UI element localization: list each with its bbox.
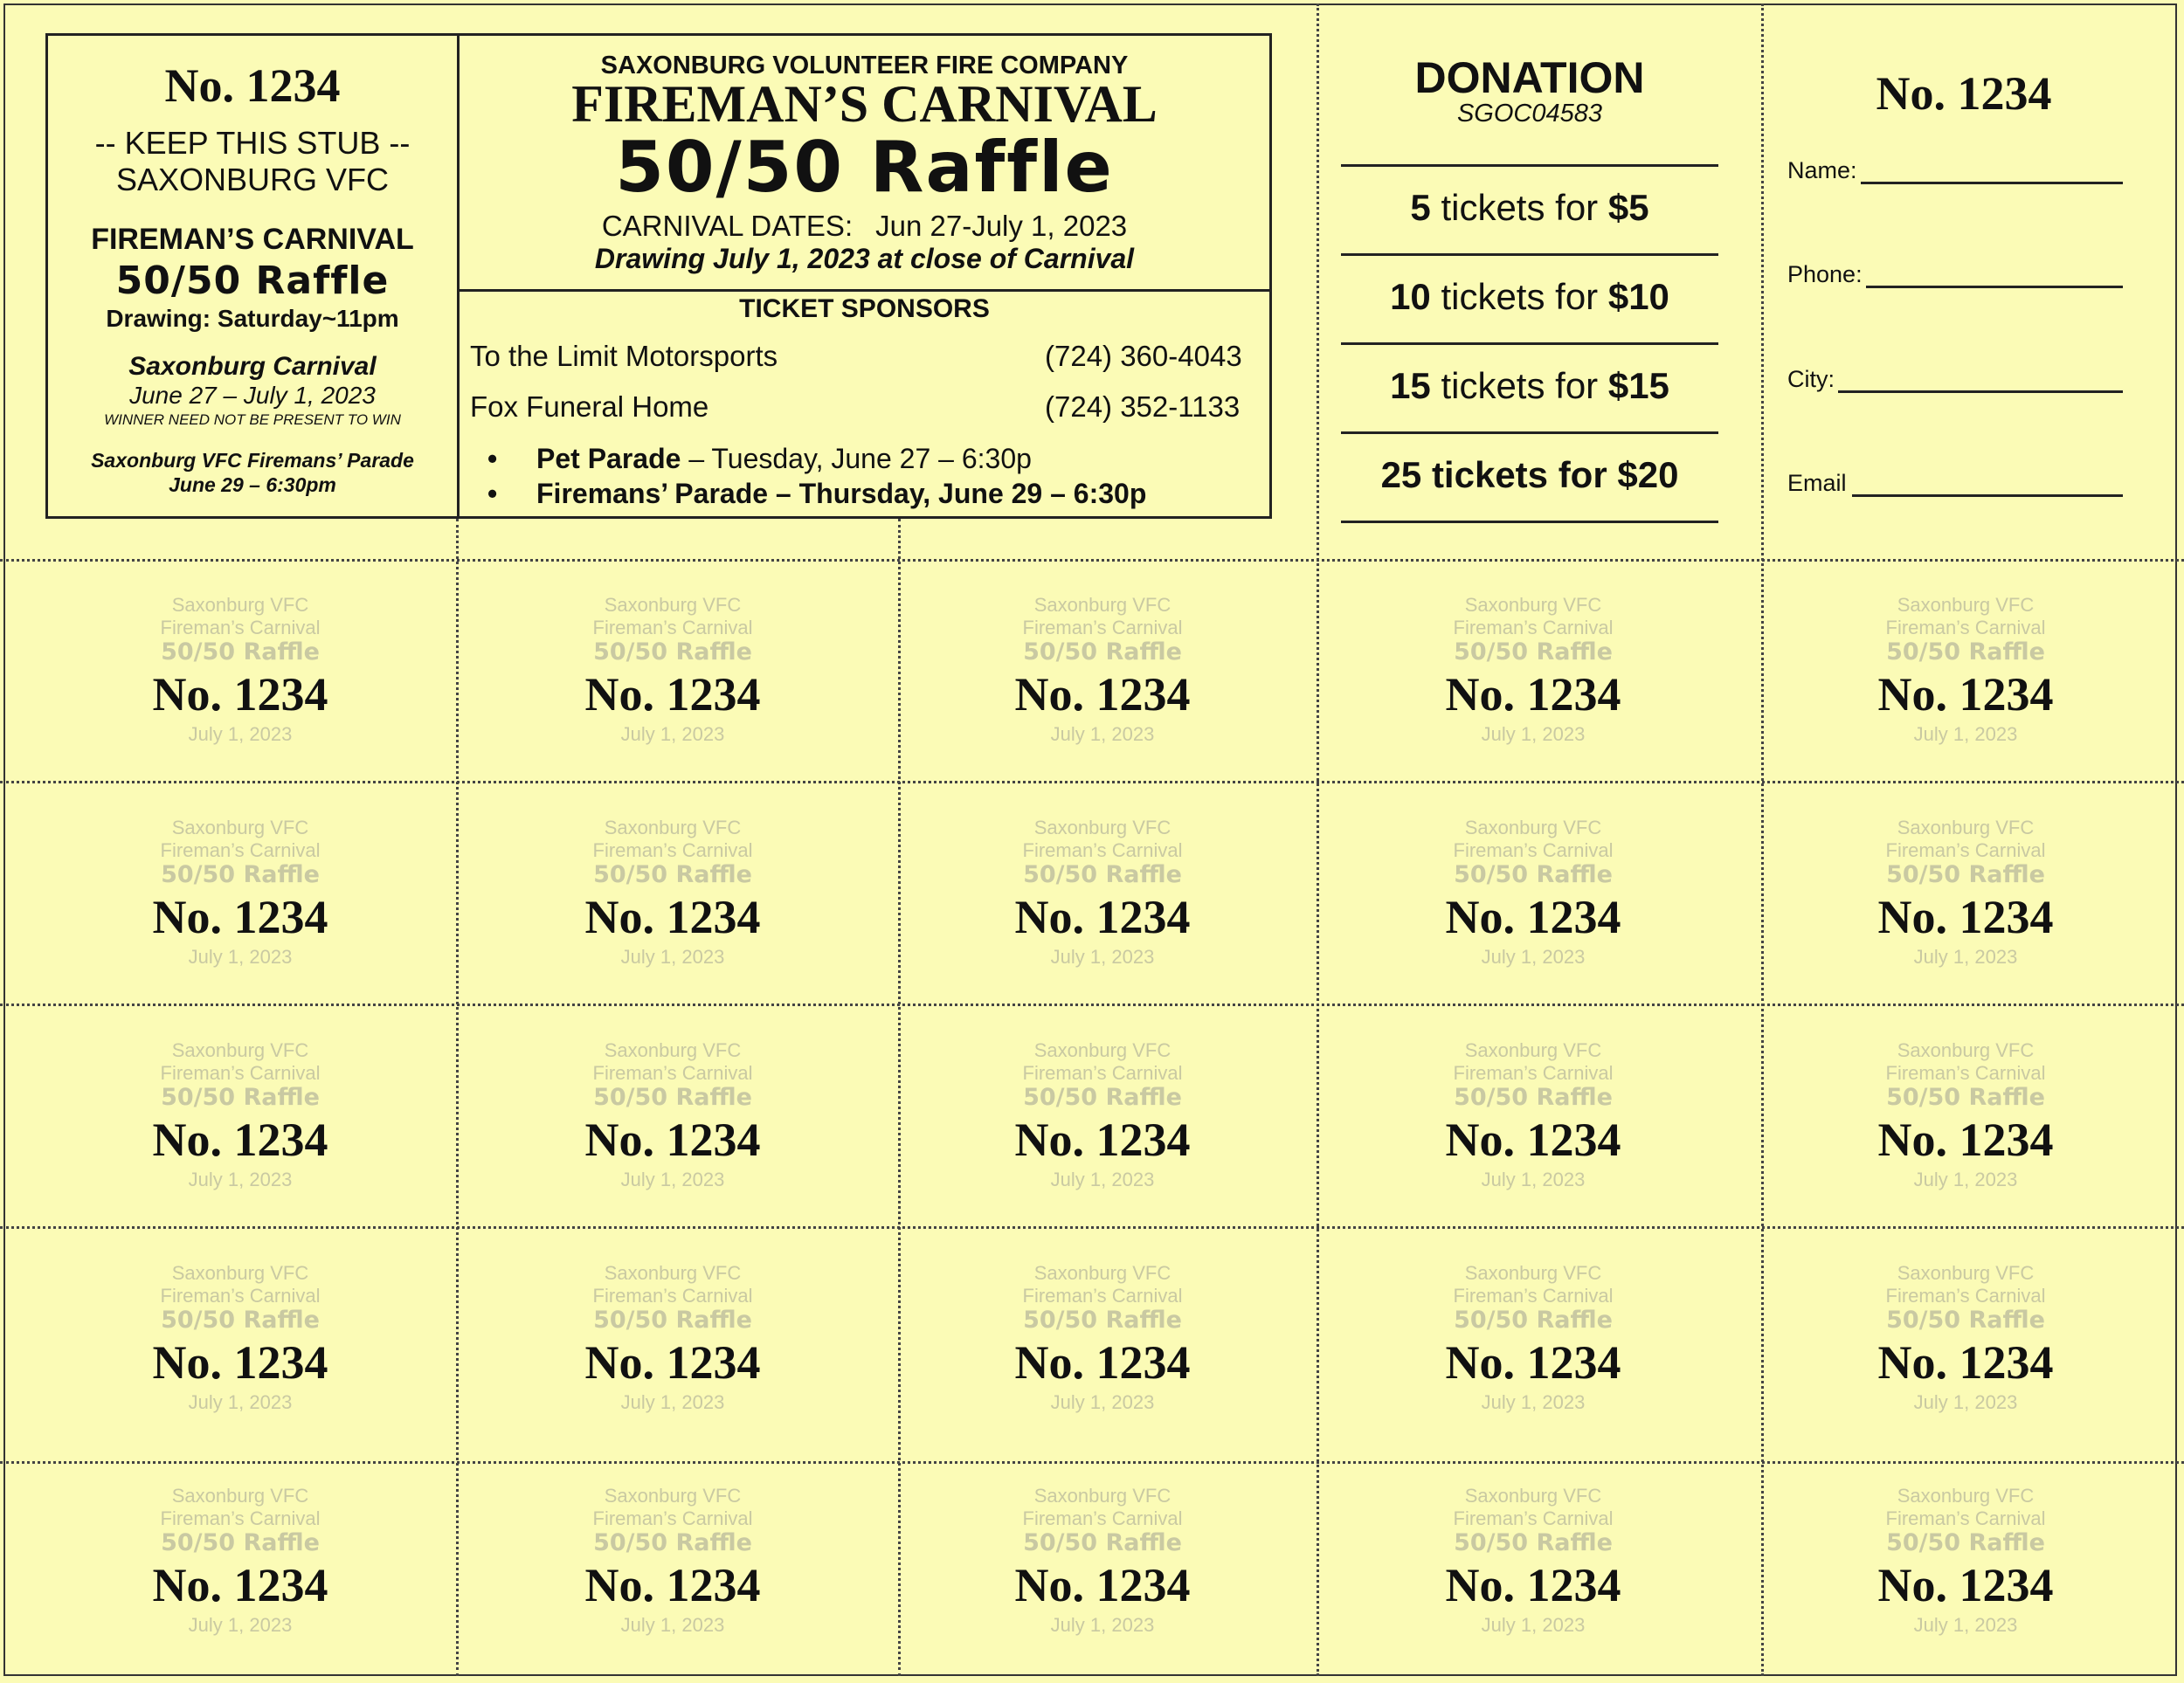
- raffle-ticket: [1324, 1485, 1743, 1637]
- ticket-org: Saxonburg VFC: [604, 817, 742, 838]
- ticket-org: Saxonburg VFC: [1033, 817, 1171, 838]
- ticket-number: No. 1234: [1014, 1559, 1191, 1611]
- ticket-date: July 1, 2023: [1481, 1614, 1586, 1636]
- phone-label: Phone:: [1787, 261, 1863, 287]
- main-panel: [460, 36, 1269, 516]
- stub-keep-note: [48, 125, 457, 198]
- ticket-number: No. 1234: [152, 891, 328, 943]
- divider: [1341, 431, 1718, 434]
- raffle-ticket: [463, 1485, 882, 1637]
- ticket-date: July 1, 2023: [1050, 723, 1155, 745]
- ticket-number: No. 1234: [584, 1559, 761, 1611]
- stub-carnival: FIREMAN’S CARNIVAL: [91, 223, 414, 256]
- price-mid: tickets for: [1430, 276, 1608, 317]
- raffle-ticket: [893, 1485, 1312, 1637]
- events-list: [536, 441, 1146, 511]
- raffle-ticket: [463, 817, 882, 969]
- raffle-ticket: [463, 1262, 882, 1414]
- ticket-event: Fireman’s Carnival: [1453, 1285, 1614, 1307]
- ticket-date: July 1, 2023: [620, 1169, 725, 1190]
- event-title: Pet Parade: [536, 443, 681, 474]
- email-label: Email: [1787, 470, 1847, 496]
- ticket-raffle: 50/50 Raffle: [1454, 1529, 1613, 1556]
- raffle-ticket: [893, 1039, 1312, 1191]
- ticket-number: No. 1234: [584, 1336, 761, 1389]
- ticket-date: July 1, 2023: [188, 723, 293, 745]
- ticket-number: No. 1234: [584, 1114, 761, 1166]
- ticket-event: Fireman’s Carnival: [160, 1507, 321, 1529]
- ticket-org: Saxonburg VFC: [1464, 1039, 1602, 1061]
- price-qty: 5: [1410, 187, 1431, 228]
- ticket-number: No. 1234: [152, 1114, 328, 1166]
- ticket-date: July 1, 2023: [188, 946, 293, 968]
- ticket-date: July 1, 2023: [1481, 723, 1586, 745]
- ticket-date: July 1, 2023: [1913, 946, 2018, 968]
- ticket-org: Saxonburg VFC: [604, 1039, 742, 1061]
- stub-number: No. 1234: [164, 59, 341, 112]
- ticket-number: No. 1234: [1445, 1114, 1621, 1166]
- raffle-ticket: [1324, 1262, 1743, 1414]
- ticket-date: July 1, 2023: [620, 1391, 725, 1413]
- perforation: [0, 781, 2184, 783]
- ticket-raffle: 50/50 Raffle: [161, 1084, 320, 1111]
- ticket-raffle: 50/50 Raffle: [1886, 1529, 2045, 1556]
- ticket-raffle: 50/50 Raffle: [1886, 638, 2045, 666]
- ticket-org: Saxonburg VFC: [1464, 817, 1602, 838]
- drawing-note: Drawing July 1, 2023 at close of Carnival: [594, 243, 1135, 274]
- ticket-org: Saxonburg VFC: [1897, 817, 2035, 838]
- ticket-event: Fireman’s Carnival: [160, 1285, 321, 1307]
- price-amount: $10: [1607, 276, 1669, 317]
- price-amount: $5: [1607, 187, 1649, 228]
- raffle-ticket: [31, 1039, 450, 1191]
- ticket-event: Fireman’s Carnival: [1453, 1507, 1614, 1529]
- ticket-date: July 1, 2023: [1050, 946, 1155, 968]
- perforation: [0, 1226, 2184, 1229]
- ticket-org: Saxonburg VFC: [171, 1485, 309, 1507]
- raffle-ticket: [893, 817, 1312, 969]
- perforation: [0, 1461, 2184, 1464]
- ticket-date: July 1, 2023: [620, 946, 725, 968]
- ticket-org: Saxonburg VFC: [604, 594, 742, 616]
- dates-value: Jun 27-July 1, 2023: [875, 210, 1128, 242]
- divider: [1341, 521, 1718, 523]
- stub-parade-line: Saxonburg VFC Firemans’ Parade: [91, 449, 414, 472]
- header-box: [45, 33, 1272, 519]
- ticket-org: Saxonburg VFC: [1897, 1262, 2035, 1284]
- stub-carnival-dates: June 27 – July 1, 2023: [129, 382, 376, 409]
- ticket-raffle: 50/50 Raffle: [161, 1529, 320, 1556]
- stub-carnival-name: Saxonburg Carnival: [128, 352, 377, 381]
- price-option: [1341, 276, 1718, 318]
- ticket-org: Saxonburg VFC: [171, 1039, 309, 1061]
- ticket-org: Saxonburg VFC: [1033, 1262, 1171, 1284]
- form-number: No. 1234: [1876, 67, 2052, 120]
- stub-parade: [48, 448, 457, 497]
- ticket-org: Saxonburg VFC: [1464, 1485, 1602, 1507]
- company-name: SAXONBURG VOLUNTEER FIRE COMPANY: [600, 52, 1129, 79]
- ticket-number: No. 1234: [1877, 1336, 2054, 1389]
- ticket-org: Saxonburg VFC: [1897, 1039, 2035, 1061]
- ticket-number: No. 1234: [1877, 891, 2054, 943]
- ticket-org: Saxonburg VFC: [1464, 594, 1602, 616]
- ticket-date: July 1, 2023: [188, 1391, 293, 1413]
- price-option: [1341, 365, 1718, 407]
- ticket-raffle: 50/50 Raffle: [1023, 1307, 1182, 1334]
- ticket-event: Fireman’s Carnival: [592, 1507, 753, 1529]
- dates-label: CARNIVAL DATES:: [601, 210, 854, 242]
- ticket-event: Fireman’s Carnival: [1022, 839, 1183, 861]
- ticket-event: Fireman’s Carnival: [1885, 1285, 2046, 1307]
- ticket-raffle: 50/50 Raffle: [161, 1307, 320, 1334]
- sponsor-name: Fox Funeral Home: [470, 390, 709, 423]
- event-detail: – Tuesday, June 27 – 6:30p: [681, 443, 1032, 474]
- donation-title: DONATION: [1414, 53, 1645, 102]
- ticket-raffle: 50/50 Raffle: [1023, 1529, 1182, 1556]
- ticket-event: Fireman’s Carnival: [160, 839, 321, 861]
- ticket-date: July 1, 2023: [1481, 1391, 1586, 1413]
- price-mid: tickets for: [1430, 187, 1608, 228]
- divider: [1341, 253, 1718, 256]
- ticket-org: Saxonburg VFC: [1033, 1485, 1171, 1507]
- ticket-number: No. 1234: [1014, 891, 1191, 943]
- ticket-raffle: 50/50 Raffle: [1454, 638, 1613, 666]
- ticket-raffle: 50/50 Raffle: [161, 638, 320, 666]
- ticket-raffle: 50/50 Raffle: [161, 861, 320, 888]
- raffle-ticket: [1324, 594, 1743, 746]
- ticket-raffle: 50/50 Raffle: [1886, 1307, 2045, 1334]
- ticket-number: No. 1234: [1445, 1559, 1621, 1611]
- sponsors-heading: TICKET SPONSORS: [739, 294, 990, 323]
- event-title: Firemans’ Parade – Thursday, June 29 – 6:30p: [536, 478, 1147, 509]
- price-qty: 25 tickets for $20: [1380, 454, 1679, 495]
- ticket-raffle: 50/50 Raffle: [1023, 638, 1182, 666]
- carnival-dates: [460, 210, 1269, 243]
- ticket-number: No. 1234: [1877, 668, 2054, 721]
- ticket-event: Fireman’s Carnival: [160, 1062, 321, 1084]
- ticket-event: Fireman’s Carnival: [592, 1062, 753, 1084]
- ticket-number: No. 1234: [1014, 1336, 1191, 1389]
- ticket-event: Fireman’s Carnival: [1022, 1285, 1183, 1307]
- ticket-event: Fireman’s Carnival: [1022, 1507, 1183, 1529]
- ticket-raffle: 50/50 Raffle: [1454, 1084, 1613, 1111]
- stub-winner-note: WINNER NEED NOT BE PRESENT TO WIN: [104, 411, 401, 428]
- stub-org-line: SAXONBURG VFC: [115, 162, 390, 197]
- ticket-org: Saxonburg VFC: [604, 1485, 742, 1507]
- raffle-title: 50/50 Raffle: [615, 127, 1114, 208]
- ticket-date: July 1, 2023: [1481, 946, 1586, 968]
- ticket-raffle: 50/50 Raffle: [593, 1307, 752, 1334]
- ticket-event: Fireman’s Carnival: [592, 617, 753, 638]
- city-field[interactable]: [1838, 390, 2123, 393]
- ticket-date: July 1, 2023: [620, 723, 725, 745]
- raffle-ticket: [1324, 817, 1743, 969]
- ticket-event: Fireman’s Carnival: [1885, 617, 2046, 638]
- ticket-event: Fireman’s Carnival: [1885, 1062, 2046, 1084]
- ticket-raffle: 50/50 Raffle: [1886, 1084, 2045, 1111]
- donation-code: SGOC04583: [1456, 100, 1603, 128]
- price-qty: 15: [1390, 365, 1431, 406]
- ticket-raffle: 50/50 Raffle: [1886, 861, 2045, 888]
- ticket-date: July 1, 2023: [1050, 1614, 1155, 1636]
- email-field[interactable]: [1852, 494, 2123, 497]
- divider: [1341, 342, 1718, 345]
- ticket-event: Fireman’s Carnival: [160, 617, 321, 638]
- raffle-ticket: [893, 1262, 1312, 1414]
- ticket-number: No. 1234: [1014, 1114, 1191, 1166]
- sponsor-phone: (724) 360-4043: [1045, 340, 1242, 372]
- ticket-raffle: 50/50 Raffle: [593, 1529, 752, 1556]
- ticket-event: Fireman’s Carnival: [1885, 839, 2046, 861]
- ticket-date: July 1, 2023: [620, 1614, 725, 1636]
- divider: [1341, 164, 1718, 167]
- ticket-number: No. 1234: [1014, 668, 1191, 721]
- ticket-org: Saxonburg VFC: [171, 1262, 309, 1284]
- ticket-event: Fireman’s Carnival: [1453, 617, 1614, 638]
- raffle-ticket: [1324, 1039, 1743, 1191]
- price-amount: $15: [1607, 365, 1669, 406]
- ticket-date: July 1, 2023: [1913, 1614, 2018, 1636]
- ticket-number: No. 1234: [1445, 891, 1621, 943]
- ticket-date: July 1, 2023: [1050, 1169, 1155, 1190]
- raffle-ticket: [1756, 1262, 2175, 1414]
- ticket-raffle: 50/50 Raffle: [1023, 1084, 1182, 1111]
- name-field[interactable]: [1861, 182, 2123, 184]
- ticket-date: July 1, 2023: [188, 1169, 293, 1190]
- raffle-ticket: [1756, 594, 2175, 746]
- ticket-raffle: 50/50 Raffle: [593, 638, 752, 666]
- ticket-event: Fireman’s Carnival: [592, 839, 753, 861]
- ticket-org: Saxonburg VFC: [1897, 1485, 2035, 1507]
- ticket-event: Fireman’s Carnival: [1022, 617, 1183, 638]
- ticket-date: July 1, 2023: [1913, 723, 2018, 745]
- perforation: [1317, 3, 1319, 1676]
- ticket-event: Fireman’s Carnival: [1453, 1062, 1614, 1084]
- raffle-ticket: [463, 594, 882, 746]
- ticket-number: No. 1234: [152, 1559, 328, 1611]
- ticket-event: Fireman’s Carnival: [1885, 1507, 2046, 1529]
- ticket-org: Saxonburg VFC: [1897, 594, 2035, 616]
- raffle-ticket: [31, 1262, 450, 1414]
- ticket-number: No. 1234: [584, 891, 761, 943]
- sponsor-name: To the Limit Motorsports: [470, 340, 778, 372]
- ticket-org: Saxonburg VFC: [171, 817, 309, 838]
- price-mid: tickets for: [1430, 365, 1608, 406]
- price-option: [1341, 187, 1718, 229]
- ticket-org: Saxonburg VFC: [1033, 1039, 1171, 1061]
- sponsor-phone: (724) 352-1133: [1045, 390, 1241, 423]
- ticket-raffle: 50/50 Raffle: [1023, 861, 1182, 888]
- ticket-raffle: 50/50 Raffle: [1454, 1307, 1613, 1334]
- perforation: [0, 559, 2184, 562]
- ticket-event: Fireman’s Carnival: [1453, 839, 1614, 861]
- ticket-event: Fireman’s Carnival: [1022, 1062, 1183, 1084]
- raffle-ticket: [1756, 1485, 2175, 1637]
- ticket-org: Saxonburg VFC: [1033, 594, 1171, 616]
- stub-keep-line: -- KEEP THIS STUB --: [94, 125, 411, 161]
- stub-drawing: Drawing: Saturday~11pm: [106, 305, 399, 332]
- ticket-number: No. 1234: [1445, 668, 1621, 721]
- ticket-number: No. 1234: [584, 668, 761, 721]
- ticket-org: Saxonburg VFC: [171, 594, 309, 616]
- raffle-ticket: [893, 594, 1312, 746]
- raffle-ticket: [463, 1039, 882, 1191]
- ticket-date: July 1, 2023: [1050, 1391, 1155, 1413]
- keep-stub: [48, 36, 460, 516]
- ticket-date: July 1, 2023: [1481, 1169, 1586, 1190]
- stub-raffle: 50/50 Raffle: [115, 259, 390, 303]
- perforation: [456, 519, 459, 1676]
- ticket-org: Saxonburg VFC: [604, 1262, 742, 1284]
- ticket-raffle: 50/50 Raffle: [593, 861, 752, 888]
- stub-parade-date: June 29 – 6:30pm: [169, 473, 336, 496]
- raffle-ticket: [1756, 1039, 2175, 1191]
- ticket-number: No. 1234: [152, 1336, 328, 1389]
- raffle-ticket: [31, 817, 450, 969]
- raffle-ticket: [31, 1485, 450, 1637]
- raffle-ticket: [1756, 817, 2175, 969]
- name-label: Name:: [1787, 157, 1857, 183]
- perforation: [0, 1004, 2184, 1006]
- main-header: [460, 36, 1269, 292]
- city-label: City:: [1787, 366, 1835, 392]
- ticket-raffle: 50/50 Raffle: [1454, 861, 1613, 888]
- ticket-number: No. 1234: [1877, 1114, 2054, 1166]
- ticket-date: July 1, 2023: [188, 1614, 293, 1636]
- ticket-number: No. 1234: [1445, 1336, 1621, 1389]
- raffle-ticket: [31, 594, 450, 746]
- ticket-event: Fireman’s Carnival: [592, 1285, 753, 1307]
- main-title: FIREMAN’S CARNIVAL: [571, 75, 1158, 133]
- donation-header: [1337, 52, 1723, 128]
- event-item: [536, 476, 1146, 511]
- ticket-number: No. 1234: [1877, 1559, 2054, 1611]
- ticket-number: No. 1234: [152, 668, 328, 721]
- price-option: [1341, 454, 1718, 496]
- event-item: [536, 441, 1146, 476]
- ticket-date: July 1, 2023: [1913, 1391, 2018, 1413]
- ticket-raffle: 50/50 Raffle: [593, 1084, 752, 1111]
- ticket-org: Saxonburg VFC: [1464, 1262, 1602, 1284]
- phone-field[interactable]: [1866, 286, 2123, 288]
- ticket-date: July 1, 2023: [1913, 1169, 2018, 1190]
- price-qty: 10: [1390, 276, 1431, 317]
